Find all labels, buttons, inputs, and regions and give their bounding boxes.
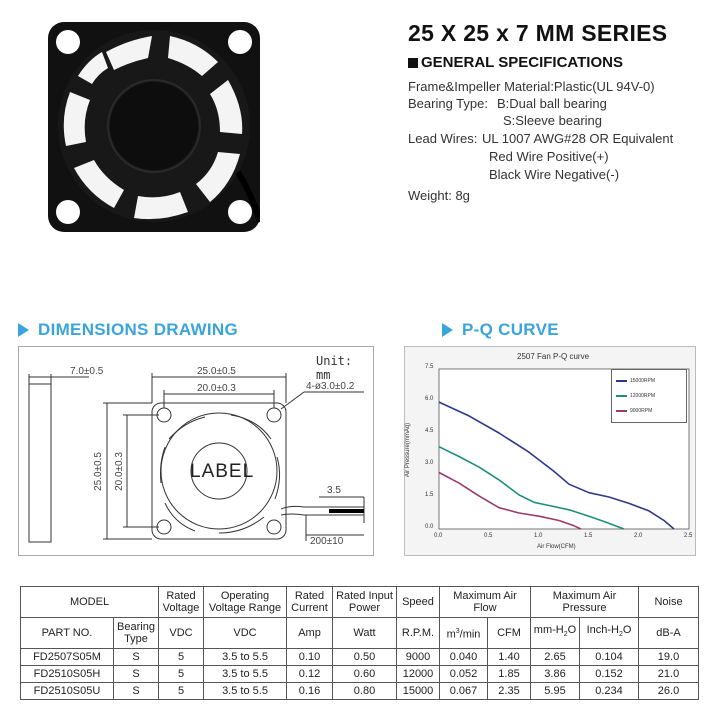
spec-black-wire: Black Wire Negative(-): [489, 167, 620, 182]
spec-lead-wires-label: Lead Wires:: [408, 131, 478, 146]
pq-heading: [442, 320, 559, 340]
y-tick: 6.0: [425, 396, 434, 402]
header-operating-voltage: Operating Voltage Range: [204, 587, 287, 618]
spec-lead-wires: UL 1007 AWG#28 OR Equivalent: [482, 131, 674, 146]
cell-noise: 21.0: [639, 666, 699, 683]
unit-mm-h2o: $mm-H_2O$: [531, 618, 580, 649]
header-rated-voltage: Rated Voltage: [159, 587, 204, 618]
dimensions-drawing: [18, 346, 374, 556]
x-tick: 1.0: [534, 533, 543, 539]
cell-flow-m3: 0.067: [440, 683, 488, 700]
header-speed: Speed: [397, 587, 440, 618]
x-axis-label: Air Flow(CFM): [537, 544, 576, 550]
table-row: [21, 683, 699, 700]
unit-part-no: PART NO.: [21, 618, 114, 649]
table-row: [21, 649, 699, 666]
header-max-air-flow: Maximum Air Flow: [440, 587, 531, 618]
y-tick: 1.5: [425, 492, 434, 498]
header-model: MODEL: [21, 587, 159, 618]
height-holes-dim: 20.0±0.3: [113, 452, 125, 491]
cell-voltage-range: 3.5 to 5.5: [204, 666, 287, 683]
unit-bearing-type: Bearing Type: [114, 618, 159, 649]
cell-voltage: 5: [159, 666, 204, 683]
unit-vdc: VDC: [159, 618, 204, 649]
x-tick: 2.0: [634, 533, 643, 539]
cell-current: 0.10: [287, 649, 333, 666]
cell-noise: 26.0: [639, 683, 699, 700]
general-specs-heading: [408, 54, 623, 71]
cell-part-no: FD2507S05M: [21, 649, 114, 666]
cell-current: 0.12: [287, 666, 333, 683]
chart-legend: [611, 369, 687, 423]
pq-chart: [404, 346, 696, 556]
cell-bearing: S: [114, 649, 159, 666]
cell-voltage-range: 3.5 to 5.5: [204, 649, 287, 666]
x-tick: 0.0: [434, 533, 443, 539]
spec-weight: Weight: 8g: [408, 188, 470, 203]
cell-bearing: S: [114, 666, 159, 683]
y-tick: 7.5: [425, 364, 434, 370]
cell-noise: 19.0: [639, 649, 699, 666]
cell-pressure-mm: 5.95: [531, 683, 580, 700]
cell-pressure-inch: 0.104: [580, 649, 639, 666]
cell-power: 0.50: [333, 649, 397, 666]
unit-amp: Amp: [287, 618, 333, 649]
x-tick: 1.5: [584, 533, 593, 539]
legend-swatch: [616, 395, 627, 397]
page-title: 25 X 25 x 7 MM SERIES: [408, 20, 668, 46]
y-tick: 3.0: [425, 460, 434, 466]
width-holes-dim: 20.0±0.3: [197, 383, 236, 394]
general-specs-heading-text: GENERAL SPECIFICATIONS: [421, 54, 623, 71]
spec-bearing-label: Bearing Type:: [408, 96, 488, 111]
dimensions-heading: [18, 320, 238, 340]
cell-voltage: 5: [159, 649, 204, 666]
side-view: [29, 384, 51, 542]
table-unit-row: [21, 618, 699, 649]
x-tick: 0.5: [484, 533, 493, 539]
cell-power: 0.80: [333, 683, 397, 700]
x-tick: 2.5: [684, 533, 693, 539]
y-tick: 4.5: [425, 428, 434, 434]
spec-red-wire: Red Wire Positive(+): [489, 149, 609, 164]
table-row: [21, 666, 699, 683]
header-noise: Noise: [639, 587, 699, 618]
spec-table: [20, 586, 699, 700]
legend-label: 9000RPM: [630, 408, 653, 414]
header-rated-input: Rated Input Power: [333, 587, 397, 618]
dimensions-heading-text: DIMENSIONS DRAWING: [38, 320, 238, 339]
cell-voltage-range: 3.5 to 5.5: [204, 683, 287, 700]
wire-gap-dim: 3.5: [327, 485, 341, 496]
header-rated-current: Rated Current: [287, 587, 333, 618]
legend-label: 15000RPM: [630, 378, 656, 384]
spec-bearing-s: S:Sleeve bearing: [503, 113, 603, 128]
width-outer-dim: 25.0±0.5: [197, 366, 236, 377]
chart-title: 2507 Fan P-Q curve: [517, 352, 590, 361]
cell-current: 0.16: [287, 683, 333, 700]
cell-voltage: 5: [159, 683, 204, 700]
legend-item: [616, 378, 655, 384]
legend-swatch: [616, 410, 627, 412]
legend-item: [616, 408, 652, 414]
triangle-bullet-icon: [18, 323, 29, 337]
square-bullet-icon: [408, 58, 418, 68]
hole-diameter-dim: 4-ø3.0±0.2: [306, 381, 355, 392]
y-tick: 0.0: [425, 524, 434, 530]
wire-length-dim: 200±10: [310, 536, 344, 547]
unit-watt: Watt: [333, 618, 397, 649]
cell-bearing: S: [114, 683, 159, 700]
table-header-row: [21, 587, 699, 618]
cell-pressure-inch: 0.152: [580, 666, 639, 683]
cell-pressure-mm: 3.86: [531, 666, 580, 683]
unit-label: Unit: mm: [316, 354, 353, 382]
cell-flow-m3: 0.040: [440, 649, 488, 666]
cell-speed: 9000: [397, 649, 440, 666]
cell-pressure-mm: 2.65: [531, 649, 580, 666]
height-outer-dim: 25.0±0.5: [92, 452, 104, 491]
fan-photo: [48, 22, 260, 232]
fan-label-text: LABEL: [190, 461, 255, 482]
spec-bearing-b: B:Dual ball bearing: [497, 96, 607, 111]
thickness-dim: 7.0±0.5: [70, 366, 104, 377]
cell-part-no: FD2510S05U: [21, 683, 114, 700]
unit-cfm: CFM: [488, 618, 531, 649]
pq-heading-text: P-Q CURVE: [462, 320, 559, 339]
cell-speed: 15000: [397, 683, 440, 700]
cell-flow-cfm: 2.35: [488, 683, 531, 700]
legend-swatch: [616, 380, 627, 382]
unit-dba: dB-A: [639, 618, 699, 649]
unit-inch-h2o: Inch-$H_2O$: [580, 618, 639, 649]
y-axis-label: Air Pressure(mmAq): [405, 422, 412, 478]
triangle-bullet-icon: [442, 323, 453, 337]
legend-label: 12000RPM: [630, 393, 656, 399]
unit-vdc-range: VDC: [204, 618, 287, 649]
spec-material: Frame&Impeller Material:Plastic(UL 94V-0): [408, 79, 655, 94]
cell-power: 0.60: [333, 666, 397, 683]
cell-speed: 12000: [397, 666, 440, 683]
legend-item: [616, 393, 655, 399]
cell-pressure-inch: 0.234: [580, 683, 639, 700]
unit-m3-min: $m^3/\min$: [440, 618, 488, 649]
header-max-air-pressure: Maximum Air Pressure: [531, 587, 639, 618]
cell-flow-cfm: 1.40: [488, 649, 531, 666]
unit-rpm: R.P.M.: [397, 618, 440, 649]
cell-flow-cfm: 1.85: [488, 666, 531, 683]
cell-part-no: FD2510S05H: [21, 666, 114, 683]
cell-flow-m3: 0.052: [440, 666, 488, 683]
